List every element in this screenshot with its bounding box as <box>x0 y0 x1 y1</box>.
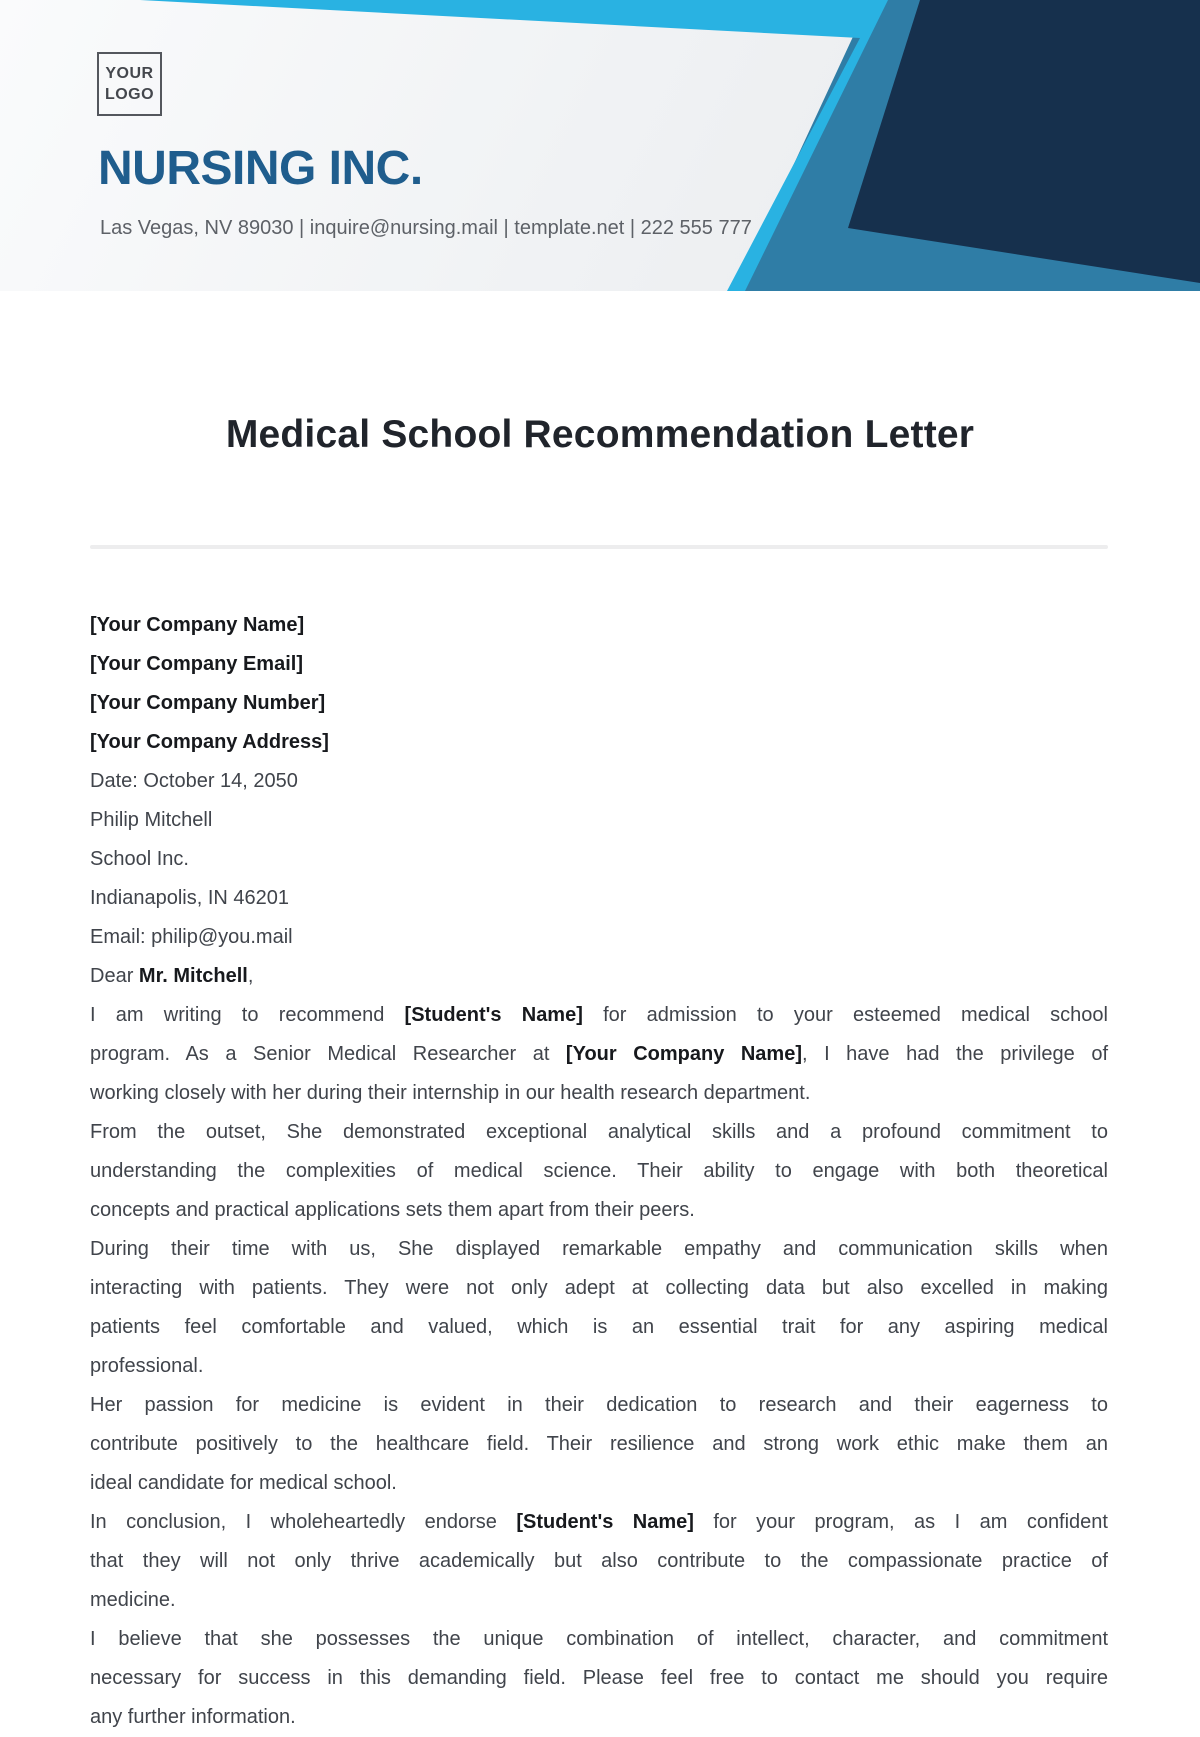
letter-line: any further information. <box>90 1706 296 1728</box>
logo-text-line2: LOGO <box>104 86 155 103</box>
paragraph-2 <box>90 1113 1108 1230</box>
letter-line: that they will not only thrive academically but also contribute to the compassionate practice of <box>90 1550 1108 1572</box>
paragraph-1 <box>90 996 1108 1113</box>
letter-line: understanding the complexities of medical science. Their ability to engage with both theoretical <box>90 1160 1108 1182</box>
paragraph-3 <box>90 1230 1108 1386</box>
student-name-placeholder: [Student's Name] <box>404 1004 583 1026</box>
sender-company-number: [Your Company Number] <box>90 692 326 714</box>
letter-line: contribute positively to the healthcare field. Their resilience and strong work ethic make them an <box>90 1433 1108 1455</box>
paragraph-6 <box>90 1620 1108 1737</box>
letter-line: interacting with patients. They were not only adept at collecting data but also excelled in making <box>90 1277 1108 1299</box>
logo-text-line1: YOUR <box>105 65 154 82</box>
letter-line: During their time with us, She displayed remarkable empathy and communication skills when <box>90 1238 1108 1260</box>
recipient-organization: School Inc. <box>90 848 189 870</box>
salutation-suffix: , <box>247 965 254 987</box>
sender-company-name: [Your Company Name] <box>90 614 305 636</box>
company-name: NURSING INC. <box>98 142 423 195</box>
sender-company-email: [Your Company Email] <box>90 653 303 675</box>
document-title: Medical School Recommendation Letter <box>225 413 975 456</box>
letter-line: patients feel comfortable and valued, which is an essential trait for any aspiring medical <box>90 1316 1108 1338</box>
letter-line: I believe that she possesses the unique combination of intellect, character, and commitment <box>90 1628 1108 1650</box>
student-name-placeholder: [Student's Name] <box>516 1511 694 1533</box>
salutation-prefix: Dear <box>90 965 139 987</box>
letter-line: necessary for success in this demanding field. Please feel free to contact me should you require <box>90 1667 1108 1689</box>
paragraph-4 <box>90 1386 1108 1503</box>
letter-line: Her passion for medicine is evident in their dedication to research and their eagerness to <box>90 1394 1108 1416</box>
letterhead <box>0 0 1200 291</box>
letter-body <box>90 606 1108 1737</box>
letter-line: In conclusion, I wholeheartedly endorse [Student's Name] for your program, as I am confident <box>90 1511 1108 1533</box>
date-line: Date: October 14, 2050 <box>90 770 298 792</box>
letter-line: ideal candidate for medical school. <box>90 1472 397 1494</box>
letter-line: working closely with her during their internship in our health research department. <box>90 1082 811 1104</box>
recipient-city-line: Indianapolis, IN 46201 <box>90 887 290 909</box>
letter-line: I am writing to recommend [Student's Name] for admission to your esteemed medical school <box>90 1004 1108 1026</box>
letter-line: medicine. <box>90 1589 176 1611</box>
recipient-name: Philip Mitchell <box>90 809 213 831</box>
salutation <box>90 957 1108 996</box>
title-divider <box>90 545 1108 549</box>
letter-line: From the outset, She demonstrated exceptional analytical skills and a profound commitment to <box>90 1121 1108 1143</box>
logo-placeholder <box>97 52 162 116</box>
recipient-email-line: Email: philip@you.mail <box>90 926 293 948</box>
salutation-name: Mr. Mitchell <box>138 965 248 987</box>
company-contact-line: Las Vegas, NV 89030 | inquire@nursing.mail | template.net | 222 555 777 <box>100 217 752 239</box>
paragraph-5 <box>90 1503 1108 1620</box>
letter-line: professional. <box>90 1355 204 1377</box>
letter-line: program. As a Senior Medical Researcher at [Your Company Name], I have had the privilege of <box>90 1043 1109 1065</box>
sender-company-address: [Your Company Address] <box>90 731 329 753</box>
letter-line: concepts and practical applications sets them apart from their peers. <box>90 1199 695 1221</box>
company-name-placeholder: [Your Company Name] <box>565 1043 802 1065</box>
